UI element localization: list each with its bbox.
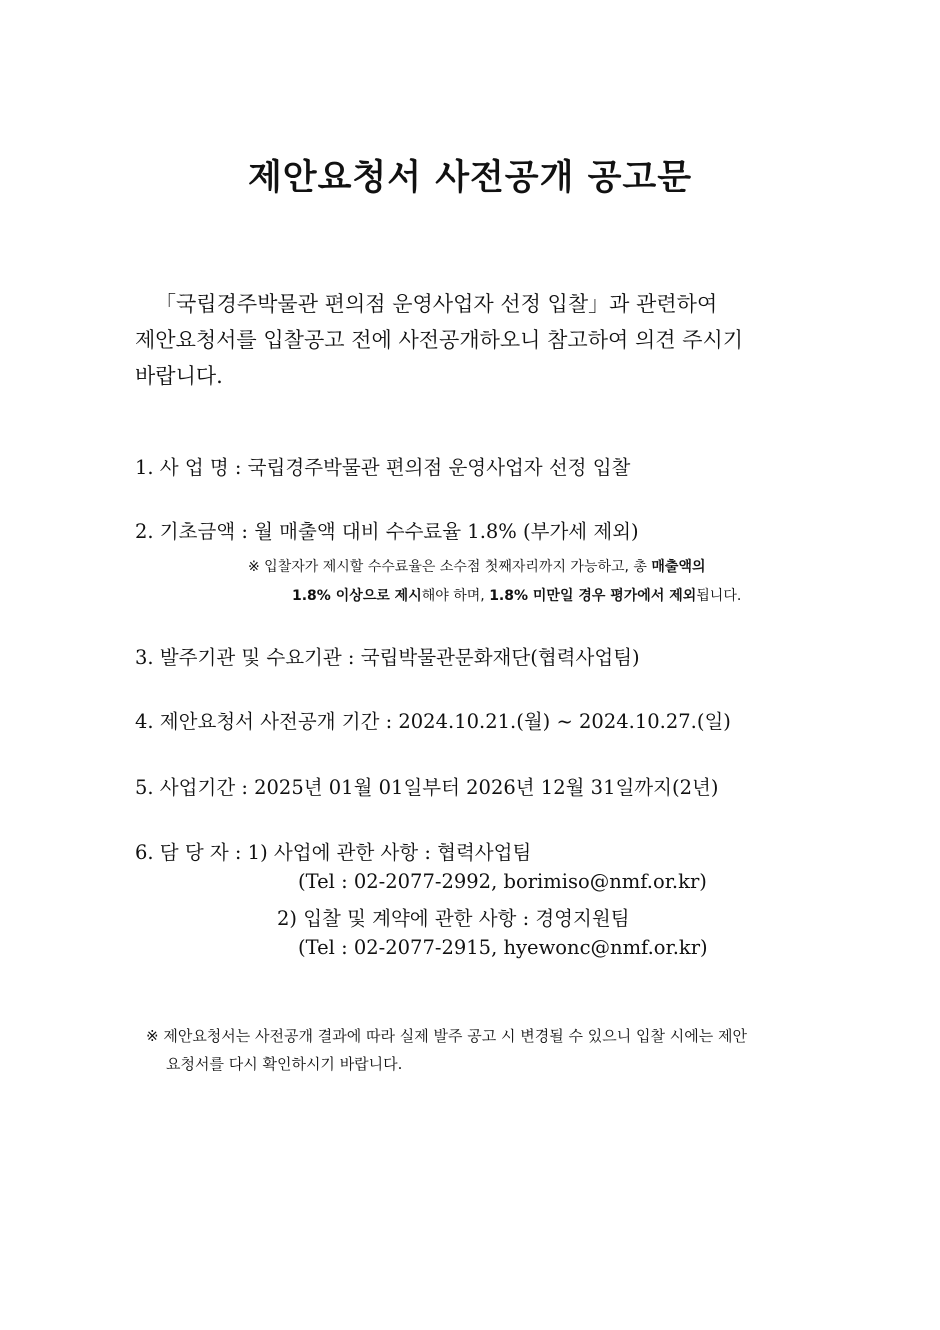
note-text: 됩니다. <box>696 588 742 604</box>
note-emphasis: 1.8% 이상으로 제시 <box>292 588 422 604</box>
base-amount-note-line-2 <box>292 585 741 605</box>
note-text: 해야 하며, <box>421 588 490 604</box>
base-amount-note-line-1 <box>248 556 706 576</box>
note-emphasis: 1.8% 미만일 경우 평가에서 제외 <box>489 588 697 604</box>
item-base-amount: 2. 기초금액 : 월 매출액 대비 수수료율 1.8% (부가세 제외) <box>135 520 639 543</box>
footer-note-line-1: ※ 제안요청서는 사전공개 결과에 따라 실제 발주 공고 시 변경될 수 있으니 입찰 시에는 제안 <box>146 1027 747 1045</box>
item-contact-1-tel: (Tel : 02-2077-2992, borimiso@nmf.or.kr) <box>298 870 707 893</box>
item-contact-2-tel: (Tel : 02-2077-2915, hyewonc@nmf.or.kr) <box>298 936 708 959</box>
item-agency: 3. 발주기관 및 수요기관 : 국립박물관문화재단(협력사업팀) <box>135 646 640 669</box>
item-contact-2: 2) 입찰 및 계약에 관한 사항 : 경영지원팀 <box>277 907 630 930</box>
item-preview-period: 4. 제안요청서 사전공개 기간 : 2024.10.21.(월) ~ 2024.10.27.(일) <box>135 710 731 733</box>
item-project-name: 1. 사 업 명 : 국립경주박물관 편의점 운영사업자 선정 입찰 <box>135 456 631 479</box>
item-contact-1: 6. 담 당 자 : 1) 사업에 관한 사항 : 협력사업팀 <box>135 841 532 864</box>
item-project-period: 5. 사업기간 : 2025년 01월 01일부터 2026년 12월 31일까지(2년) <box>135 776 719 799</box>
footer-note-line-2: 요청서를 다시 확인하시기 바랍니다. <box>166 1055 403 1073</box>
intro-paragraph <box>135 286 815 394</box>
note-text: ※ 입찰자가 제시할 수수료율은 소수점 첫째자리까지 가능하고, 총 <box>248 559 652 575</box>
intro-line-2: 제안요청서를 입찰공고 전에 사전공개하오니 참고하여 의견 주시기 <box>135 328 744 352</box>
document-title: 제안요청서 사전공개 공고문 <box>247 158 693 198</box>
intro-line-3: 바랍니다. <box>135 364 223 388</box>
note-emphasis: 매출액의 <box>651 559 706 575</box>
intro-line-1: 「국립경주박물관 편의점 운영사업자 선정 입찰」과 관련하여 <box>155 292 718 316</box>
